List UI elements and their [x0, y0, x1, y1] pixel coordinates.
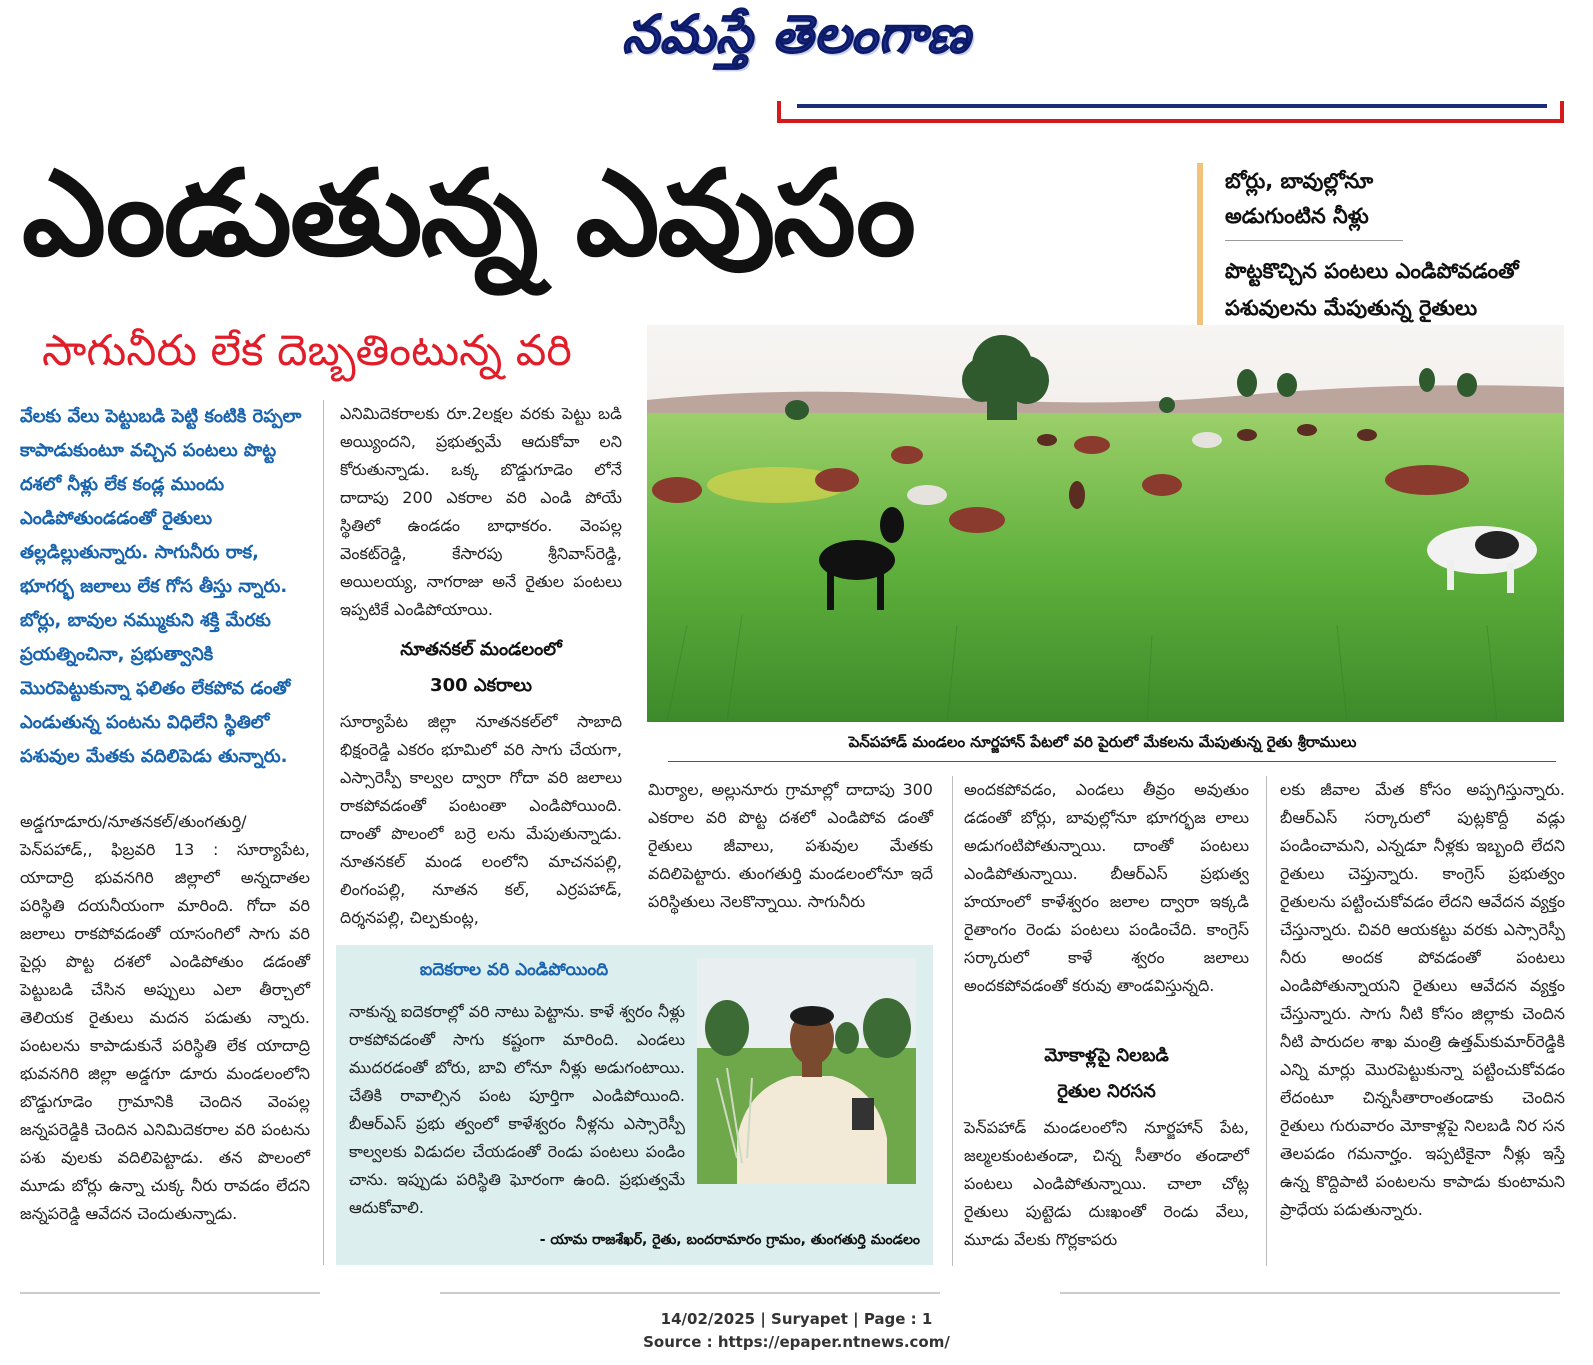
article-column-3: మిర్యాల, అల్లునూరు గ్రామాల్లో దాదాపు 300 ఎకరాల వరి పొట్ట దశలో ఎండిపోవ డంతో రైతులు జీవాలు, పశువుల మేతకు వదిలిపెట్టారు. తుంగతుర్తి మండలంలోనూ ఇదే పరిస్థితులు నెలకొన్నాయి. సాగునీరు — [648, 780, 933, 911]
bottom-rule — [1060, 1292, 1560, 1294]
kicker-line: అడుగుంటిన నీళ్లు — [1225, 204, 1369, 228]
article-column-4: అందకపోవడం, ఎండలు తీవ్రం అవుతుం డడంతో బోర్లు, బావుల్లోనూ భూగర్భజ లాలు అడుగంటిపోతున్నాయి. దాంతో పంటలు ఎండిపోతున్నాయి. బీఆర్ఎస్ ప్రభుత్వ హయాంలో కాళేశ్వరం జలాల ద్వారా ఇక్కడి రైతాంగం రెండు పంటలు పండించేది. కాంగ్రెస్ సర్కారులో కాళే శ్వరం జలాలు అందకపోవడంతో కరువు తాండవిస్తున్నది. — [964, 780, 1249, 995]
article-column-2: ఎనిమిదెకరాలకు రూ.2లక్షల వరకు పెట్టు బడి అయ్యిందని, ప్రభుత్వమే ఆదుకోవా లని కోరుతున్నాడు. ఒక్క బొడ్డుగూడెం లోనే దాదాపు 200 ఎకరాల వరి ఎండి పోయే స్థితిలో ఉండడం బాధాకరం. వెంపల్ల వెంకట్‌రెడ్డి, కేసారపు శ్రీనివాస్‌రెడ్డి, అయిలయ్య, నాగరాజు అనే రైతుల పంటలు ఇప్పటికే ఎండిపోయాయి. — [340, 404, 622, 619]
bottom-rule — [20, 1292, 320, 1294]
footer-source: Source : https://epaper.ntnews.com/ — [643, 1333, 950, 1351]
main-photo — [647, 325, 1564, 722]
article-headline: ఎండుతున్న ఎవుసం — [22, 144, 914, 282]
column-divider — [952, 776, 953, 1266]
main-photo-caption: పెన్‌పహాడ్ మండలం నూర్జహాన్ పేటలో వరి పైరులో మేకలను మేపుతున్న రైతు శ్రీరాములు — [848, 733, 1357, 751]
footer-date-edition: 14/02/2025 | Suryapet | Page : 1 — [660, 1310, 933, 1328]
kicker-line: పశువులను మేపుతున్న రైతులు — [1225, 296, 1478, 320]
article-column-4b: పెన్‌పహాడ్ మండలంలోని నూర్జహాన్ పేట, జల్మలకుంటతండా, చిన్న సీతారం తండాలో పంటలు ఎండిపోతున్నాయి. చాలా చోట్ల రైతులు పుట్టెడు దుఃఖంతో రెండు వేలు, మూడు వేలకు గొర్లకాపరు — [964, 1118, 1249, 1249]
farmer-portrait-illustration — [697, 958, 916, 1184]
crosshead-2-line-2: రైతుల నిరసన — [1057, 1081, 1156, 1102]
masthead-blue-rule — [797, 104, 1547, 108]
farmer-photo — [697, 958, 916, 1184]
crosshead-1-line-1: నూతనకల్ మండలంలో — [400, 639, 562, 660]
bottom-rule — [440, 1292, 940, 1294]
masthead-logo: నమస్తే తెలంగాణ — [622, 5, 971, 65]
article-lead: వేలకు వేలు పెట్టుబడి పెట్టి కంటికి రెప్పలా కాపాడుకుంటూ వచ్చిన పంటలు పొట్ట దశలో నీళ్లు లేక కండ్ల ముందు ఎండిపోతుండడంతో రైతులు తల్లడిల్లుతున్నారు. సాగునీరు రాక, భూగర్భ జలాలు లేక గోస తీస్తు న్నారు. బోర్లు, బావుల నమ్ముకుని శక్తి మేరకు ప్రయత్నించినా, ప్రభుత్వానికి మొరపెట్టుకున్నా ఫలితం లేకపోవ డంతో ఎండుతున్న పంటను విధిలేని స్థితిలో పశువుల మేతకు వదిలిపెడు తున్నారు. — [20, 406, 302, 767]
column-divider — [1266, 776, 1267, 1266]
crosshead-1-line-2: 300 ఎకరాలు — [430, 675, 532, 696]
kicker-divider — [1225, 240, 1403, 241]
article-column-2b: సూర్యాపేట జిల్లా నూతనకల్‌లో సాబాది భిక్షంరెడ్డి ఎకరం భూమిలో వరి సాగు చేయగా, ఎస్సారెస్పీ కాల్వల ద్వారా గోదా వరి జలాలు రాకపోవడంతో పంటంతా ఎండిపోయింది. దాంతో పొలంలో బర్రె లను మేపుతున్నాడు. నూతనకల్ మండ లంలోని మాచనపల్లి, లింగంపల్లి, నూతన కల్, ఎర్రపహాడ్, దిర్శనపల్లి, చిల్పకుంట్ల, — [340, 712, 622, 927]
article-column-5: లకు జీవాల మేత కోసం అప్పగిస్తున్నారు. బీఆర్ఎస్ సర్కారులో పుట్లకొద్దీ వడ్లు పండించామని, ఎన్నడూ నీళ్లకు ఇబ్బంది లేదని రైతులు చెప్తున్నారు. కాంగ్రెస్ ప్రభుత్వం రైతులను పట్టించుకోవడం లేదని ఆవేదన వ్యక్తం చేస్తున్నారు. చివరి ఆయకట్టు వరకు ఎస్సారెస్పీ నీరు అందక పోవడంతో పంటలు ఎండిపోతున్నాయని రైతులు ఆవేదన వ్యక్తం చేస్తున్నారు. సాగు నీటి కోసం జిల్లాకు చెందిన నీటి పారుదల శాఖ మంత్రి ఉత్తమ్‌కుమార్‌రెడ్డికి ఎన్ని మార్లు మొరపెట్టుకున్నా పట్టించుకోవడం లేదంటూ చిన్నసీతారాంతండాకు చెందిన రైతులు గురువారం మోకాళ్లపై నిలబడి నిర సన తెలపడం గమనార్హం. ఇప్పటికైనా నీళ్లు ఇస్తే ఉన్న కొద్దిపాటి పంటలను కాపాడు కుంటామని ప్రాధేయ పడుతున్నారు. — [1280, 780, 1565, 1219]
column-divider — [323, 400, 324, 1265]
paddy-field-goats-illustration — [647, 325, 1564, 722]
kicker-line: పొట్టకొచ్చిన పంటలు ఎండిపోవడంతో — [1225, 259, 1519, 283]
farmer-quote-title: ఐదెకరాల వరి ఎండిపోయింది — [419, 960, 609, 980]
farmer-quote-body: నాకున్న ఐదెకరాల్లో వరి నాటు పెట్టాను. కాళే శ్వరం నీళ్లు రాకపోవడంతో సాగు కష్టంగా మారింది. ఎండలు ముదరడంతో బోరు, బావి లోనూ నీళ్లు అడుగంటాయి. చేతికి రావాల్సిన పంట పూర్తిగా ఎండిపోయింది. బీఆర్ఎస్ ప్రభు త్వంలో కాళేశ్వరం నీళ్లను ఎస్సారెస్పీ కాల్వలకు విడుదల చేయడంతో రెండు పంటలు పండిం చాను. ఇప్పుడు పరిస్థితి ఘోరంగా ఉంది. ప్రభుత్వమే ఆదుకోవాలి. — [349, 1002, 685, 1217]
kicker-line: బోర్లు, బావుల్లోనూ — [1225, 169, 1374, 193]
article-subheadline: సాగునీరు లేక దెబ్బతింటున్న వరి — [42, 326, 572, 376]
article-column-1: అడ్డగూడూరు/నూతనకల్/తుంగతుర్తి/ పెన్‌పహాడ్,, ఫిబ్రవరి 13 : సూర్యాపేట, యాదాద్రి భువనగిరి జిల్లాలో అన్నదాతల పరిస్థితి దయనీయంగా మారింది. గోదా వరి జలాలు రాకపోవడంతో యాసంగిలో సాగు వరి పైర్లు పొట్ట దశలో ఎండిపోతుం డడంతో పెట్టుబడి చేసిన అప్పులు ఎలా తీర్చాలో తెలియక రైతులు మదన పడుతు న్నారు. పంటలను కాపాడుకునే పరిస్థితి లేక యాదాద్రి భువనగిరి జిల్లా అడ్డగూ డూరు మండలంలోని బొడ్డుగూడెం గ్రామానికి చెందిన వెంపల్ల జన్నపరెడ్డికి చెందిన ఎనిమిదెకరాల వరి పంటను పశు వులకు వదిలిపెట్టాడు. తన పొలంలో మూడు బోర్లు ఉన్నా చుక్క నీరు రావడం లేదని జన్నపరెడ్డి ఆవేదన చెందుతున్నాడు. — [20, 812, 310, 1223]
crosshead-2-line-1: మోకాళ్లపై నిలబడి — [1044, 1045, 1169, 1066]
farmer-quote-credit: - యామ రాజశేఖర్, రైతు, బందరామారం గ్రామం, తుంగతుర్తి మండలం — [539, 1232, 920, 1248]
caption-divider — [668, 761, 1556, 762]
